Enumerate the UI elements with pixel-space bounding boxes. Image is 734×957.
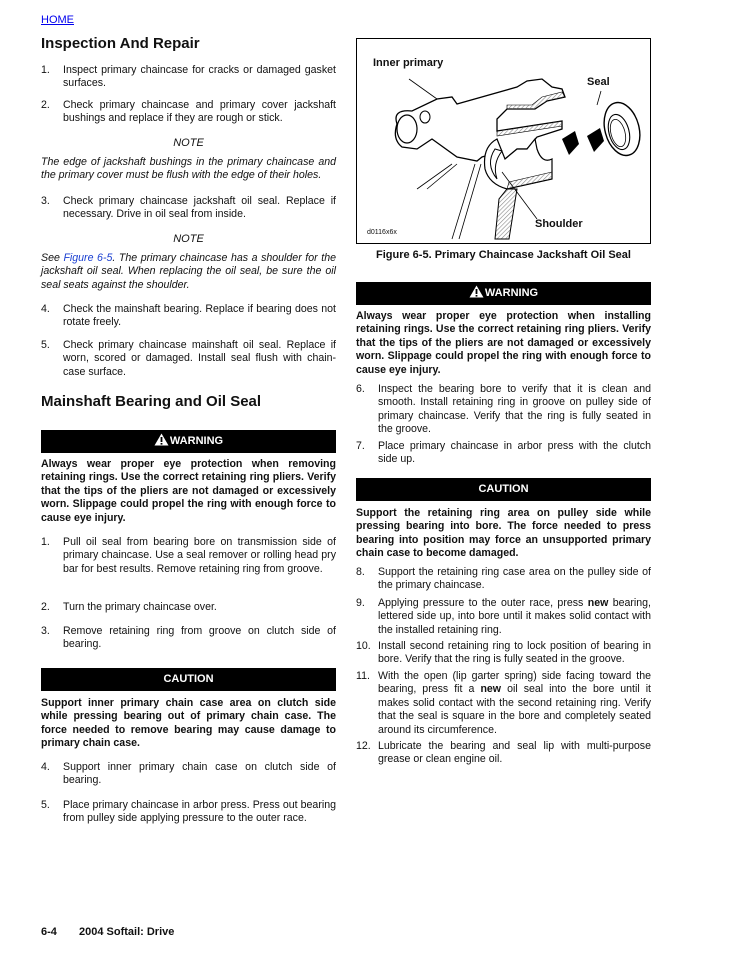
step-number: 6. [356,383,365,395]
warning-banner [356,282,651,305]
step-text: Pull oil seal from bearing bore on transmission side of primary chaincase. Use a seal remover or rolling head pry bar for best results. Remove retaining ring from groove. [63,536,336,575]
warning-triangle-icon [154,433,169,446]
list-item [41,761,336,788]
warning-banner [41,430,336,453]
step-number: 3. [41,195,50,207]
list-item [356,597,651,638]
step-number: 1. [41,64,50,76]
note-body [41,252,336,292]
step-text-post: bearing, lettered side up, into bore until it makes solid contact with the installed retaining ring. [378,597,651,636]
step-text: Check primary chaincase and primary cover jackshaft bushings and replace if they are rough or stick. [63,99,336,125]
caution-banner [356,478,651,501]
list-item [356,740,651,767]
note-heading: NOTE [173,233,204,245]
step-text: Check primary chaincase mainshaft oil seal. Replace if worn, scored or damaged. Install seal flush with chain-case surface. [63,339,336,378]
label-shoulder: Shoulder [535,218,583,230]
step-text [378,670,651,737]
step-number: 11. [356,670,370,682]
list-item [41,303,336,330]
caution-label: CAUTION [478,483,529,495]
chaincase-illustration [357,39,650,243]
note-heading: NOTE [173,137,204,149]
list-item [356,383,651,437]
step-number: 10. [356,640,371,652]
figure-id: d0116x6x [367,229,397,236]
step-text-bold: new [480,683,502,696]
caution-text: Support inner primary chain case area on clutch side while pressing bearing out of primary chain case. The force needed to remove bearing may cause damage to primary chain case. [41,697,336,750]
section-title-inspection: Inspection And Repair [41,35,200,52]
figure-6-5 [356,38,651,244]
step-text-pre: Applying pressure to the outer race, press [378,597,588,609]
step-number: 5. [41,339,50,351]
list-item [356,440,651,467]
note-rest: . The primary chaincase has a shoulder for the jackshaft oil seal. When replacing the oil seal, be sure the oil seal seats against the shoulder. [41,252,336,291]
list-item [41,625,336,652]
page-number: 6-4 [41,926,57,938]
figure-caption: Figure 6-5. Primary Chaincase Jackshaft Oil Seal [376,249,631,261]
note-prefix: See [41,252,64,264]
warning-text: Always wear proper eye protection when removing retaining rings. Use the correct retaining ring pliers. Verify that the tips of the pliers are not damaged or excessively worn. Slippage could propel the ring with enough force to cause eye injury. [41,458,336,524]
figure-link[interactable]: Figure 6-5 [63,252,113,264]
step-text: Inspect primary chaincase for cracks or damaged gasket surfaces. [63,64,336,90]
step-text: Check primary chaincase jackshaft oil seal. Replace if necessary. Drive in oil seal from inside. [63,195,336,221]
step-number: 1. [41,536,50,548]
list-item [41,601,336,615]
list-item [356,566,651,593]
step-number: 9. [356,597,365,609]
step-text: Inspect the bearing bore to verify that it is clean and smooth. Install retaining ring in groove on pulley side of primary chaincase. Verify that the ring is fully seated in the groove. [378,383,651,436]
caution-banner [41,668,336,691]
step-text-bold: new [587,597,609,609]
step-number: 5. [41,799,50,811]
list-item [41,64,336,91]
list-item [41,99,336,126]
step-text: Remove retaining ring from groove on clutch side of bearing. [63,625,336,651]
step-text: Place primary chaincase in arbor press with the clutch side up. [378,440,651,466]
list-item [41,195,336,222]
note-body: The edge of jackshaft bushings in the primary chaincase and the primary cover must be flush with the edge of their holes. [41,156,336,182]
warning-text: Always wear proper eye protection when installing retaining rings. Use the correct retaining ring pliers. Verify that the tips of the pliers are not damaged or excessively worn. Slippage could propel the ring with enough force to cause eye injury. [356,310,651,376]
step-number: 4. [41,761,50,773]
footer-title: 2004 Softail: Drive [79,926,175,938]
list-item [41,339,336,380]
step-text: Support the retaining ring case area on the pulley side of the primary chaincase. [378,566,651,592]
list-item [356,640,651,667]
warning-triangle-icon [469,285,484,298]
step-number: 2. [41,601,50,613]
step-text: Place primary chaincase in arbor press. Press out bearing from pulley side applying pressure to the outer race. [63,799,336,825]
label-seal: Seal [587,76,610,88]
warning-label: WARNING [484,287,539,299]
step-text: Lubricate the bearing and seal lip with multi-purpose grease or clean engine oil. [378,740,651,766]
step-number: 7. [356,440,365,452]
step-text [378,597,651,637]
step-text-post: oil seal into the bore until it makes solid contact with the second retaining ring. Verify that the seal is square in the bore and completely seated around its circumference. [378,683,652,736]
step-text: Turn the primary chaincase over. [63,601,217,613]
home-link[interactable]: HOME [41,14,74,26]
label-inner-primary: Inner primary [373,57,444,69]
step-text: Check the mainshaft bearing. Replace if bearing does not rotate freely. [63,303,336,329]
caution-text: Support the retaining ring area on pulley side while pressing bearing into bore. The force needed to press bearing into position may force an unsupported primary chain case to become damaged. [356,507,651,560]
step-number: 3. [41,625,50,637]
step-text: Install second retaining ring to lock position of bearing in bore. Verify that the ring is fully seated in the groove. [378,640,651,666]
step-number: 12. [356,740,371,752]
step-number: 8. [356,566,365,578]
step-text-pre: With the open (lip garter spring) side facing toward the bearing, press fit a [378,670,651,696]
caution-label: CAUTION [163,673,214,685]
warning-label: WARNING [169,435,224,447]
step-number: 2. [41,99,50,111]
step-text: Support inner primary chain case on clutch side of bearing. [63,761,336,787]
list-item [41,536,336,590]
step-number: 4. [41,303,50,315]
list-item [41,799,336,840]
section-title-mainshaft: Mainshaft Bearing and Oil Seal [41,393,262,410]
list-item [356,670,651,738]
